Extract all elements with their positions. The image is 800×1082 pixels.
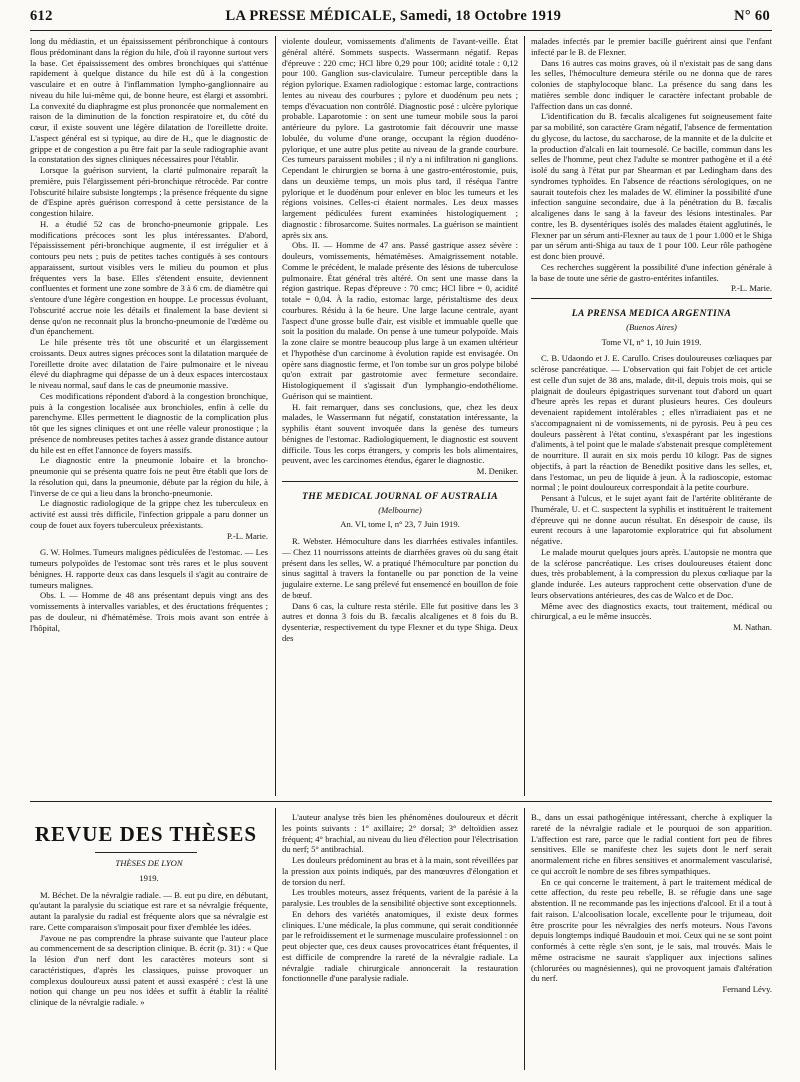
paragraph: H. a étudié 52 cas de broncho-pneumonie grippale. Les modifications précoces sont les plus intéressantes. D'abord, l'épaississement péri-bronchique augmente, il est irrégulier et à contours peu nets ; puis de petites taches contiguës à ses contours apparaissent, surtout visibles vers le milieu du poumon et plus fréquentes vers la base. Elles s'étendent ensuite, deviennent confluentes et forment une zone sombre de 3 à 6 cm. de diamètre qui s'entoure d'une légère congestion en houppe. Le processus évoluant, l'obscurité accrue noie les détails et finalement la base devient si dense qu'on ne reconnait plus la broncho-pneumonie de l'œdème ou d'un épanchement. bbox=[30, 218, 268, 337]
paragraph: Pensant à l'ulcus, et le sujet ayant fait de l'artérite oblitérante de l'humérale, U. et C. suspectent la syphilis et instituèrent le traitement d'épreuve qui ne donne aucun résultat. En désespoir de cause, ils eurent recours à une laparotomie exploratrice qui fut absolument négative. bbox=[531, 493, 772, 546]
paragraph: J'avoue ne pas comprendre la phrase suivante que l'auteur place au commencement de sa description clinique. B. écrit (p. 31) : « Que la lésion d'un nerf dont les caractères moteurs sont si caractéristiques, d'après les classiques, puisse provoquer un complexus douloureux aussi patent et aussi exaspéré : c'est là une notion qui change un peu nos idées et suffit à établir la réalité clinique de la névralgie radiale. » bbox=[30, 932, 268, 1007]
paragraph: Le diagnostic radiologique de la grippe chez les tuberculeux en activité est aussi très difficile, l'infection grippale a paru donner un coup de fouet aux foyers tuberculeux préexistants. bbox=[30, 498, 268, 530]
paragraph: En dehors des variétés anatomiques, il existe deux formes cliniques. L'une médicale, la plus commune, qui serait conditionnée par le refroidissement et le surmenage musculaire professionnel : on peut objecter que, ces deux causes provocatrices étant fréquentes, il est difficile de comprendre la rareté de la névralgie radiale. La névralgie radiale chirurgicale annoncerait la restauration fonctionnelle d'une paralysie radiale. bbox=[282, 908, 518, 984]
signature: M. Nathan. bbox=[733, 622, 772, 632]
signature: P.-L. Marie. bbox=[226, 530, 268, 541]
paragraph: L'auteur analyse très bien les phénomènes douloureux et décrit les points suivants : 1° axillaire; 2° dorsal; 3° deltoïdien assez fréquent; 4° brachial, au niveau du lieu d'élection pour l'électrisation du nerf; 5° antibrachial. bbox=[282, 812, 518, 855]
paragraph: Ces recherches suggèrent la possibilité d'une infection générale à la base de toute une série de gastro-entérites infantiles. bbox=[531, 261, 772, 283]
paragraph: Obs. II. — Homme de 47 ans. Passé gastrique assez sévère : douleurs, vomissements, hématémèses. Amaigrissement notable. Comme le précédent, le malade présente des lésions de tuberculose pulmonaire. État général très altéré. On sent une masse dans la région gastrique. Repas d'épreuve : 70 cmc; HCl libre = 0, acidité totale = 0,04. À la radio, estomac large, péristaltisme des deux courbures. Résidu à la 6e heure. Une large lacune centrale, ayant l'aspect d'une grosse bulle d'air, est visible et immuable quelle que soit la position du malade. On pense à une tumeur polypoïde. Mais la zone claire se montre beaucoup plus large à un examen ultérieur et l'hypothèse d'un carcinome à évolution rapide est envisagée. On opère sans diagnostic ferme, et l'on tombe sur un gros polype bilobé qu'on extrait par gastrotomie avec fermeture secondaire. Histologiquement il s'agissait d'un lymphangio-endothéliome. Guérison qui se maintient. bbox=[282, 240, 518, 401]
section-city: (Buenos Aires) bbox=[626, 321, 677, 332]
column-2 bbox=[282, 36, 518, 644]
section-divider bbox=[531, 298, 772, 299]
paragraph: Dans 6 cas, la culture resta stérile. Elle fut positive dans les 3 autres et donna 3 fois du B. fæcalis alcaligenes et 8 fois du B. dysenteriæ, respectivement du type Flexner et du type Shiga. Deux des bbox=[282, 600, 518, 643]
column-1 bbox=[30, 36, 268, 633]
issue-number: N° 60 bbox=[734, 8, 770, 24]
section-divider bbox=[282, 481, 518, 482]
paragraph: Même avec des diagnostics exacts, tout traitement, médical ou chirurgical, a eu le même insuccès. bbox=[531, 600, 772, 622]
section-title: LA PRENSA MEDICA ARGENTINA bbox=[571, 308, 732, 319]
column-3 bbox=[531, 36, 772, 633]
signature: Fernand Lévy. bbox=[722, 984, 772, 994]
journal-title: LA PRESSE MÉDICALE, Samedi, 18 Octobre 1919 bbox=[225, 8, 562, 24]
paragraph: H. fait remarquer, dans ses conclusions, que, chez les deux malades, le Wassermann fut négatif, constatation intéressante, la syphilis étant souvent invoquée dans la genèse des tumeurs bénignes de l'estomac. Radiologiquement, le diagnostic est souvent difficile. Tous les corps étrangers, y compris les bols alimentaires, peuvent, avec les carcinomes étendus, égarer le diagnostic. bbox=[282, 401, 518, 466]
section-rule bbox=[30, 801, 772, 802]
bottom-column-1 bbox=[30, 858, 268, 1008]
bottom-column-2 bbox=[282, 812, 518, 984]
article-start: R. Webster. Hémoculture dans les diarrhées estivales infantiles. — Chez 11 nourrissons atteints de diarrhées graves où du sang était présent dans les selles, W. a pratiqué l'hémoculture par ponction du sinus sagittal à travers la fontanelle ou par ponction de la veine jugulaire externe. Le sang prélevé fut ensemencé en bouillon de foie de bœuf. bbox=[282, 536, 518, 600]
revue-rule bbox=[95, 852, 197, 853]
page-header bbox=[30, 8, 770, 30]
section-issue: Tome VI, n° 1, 10 Juin 1919. bbox=[601, 336, 702, 347]
article-start: G. W. Holmes. Tumeurs malignes pédiculées de l'estomac. — Les tumeurs polypoïdes de l'estomac sont très rares et le plus souvent bénignes. H. rapporte deux cas dans lesquels il s'agit au contraire de tumeurs malignes. bbox=[30, 547, 268, 590]
paragraph: Les troubles moteurs, assez fréquents, varient de la parésie à la paralysie. Les troubles de la sensibilité objective sont exceptionnels. bbox=[282, 887, 518, 908]
column-rule-4 bbox=[524, 808, 525, 1070]
paragraph: Les douleurs prédominent au bras et à la main, sont réveillées par la pression aux points indiqués, par des manœuvres d'élongation et de torsion du nerf. bbox=[282, 855, 518, 887]
bottom-column-3 bbox=[531, 812, 772, 995]
signature: M. Deniker. bbox=[476, 466, 518, 476]
paragraph: Le diagnostic entre la pneumonie lobaire et la broncho-pneumonie qui se présenta quatre fois ne peut être établi que lors de la résolution qui, dans la pneumonie, débute par la région du hile, à l'inverse de ce qui a lieu dans la broncho-pneumonie. bbox=[30, 455, 268, 498]
revue-year: 1919. bbox=[139, 872, 159, 883]
paragraph: L'identification du B. fæcalis alcaligenes fut soigneusement faite par sa mobilité, son caractère Gram négatif, l'absence de fermentation du glycose, du lactose, du saccharose, de la mannite et de la dulcite et la production d'alcali en lait tournesolé. Ce bacille, commun dans les selles de l'homme, peut chez l'adulte se montrer pathogène et il a été isolé du sang à l'état pur par Shearman et par Ledingham dans des syndromes typhoïdes. En l'absence de réactions sérologiques, on ne saurait toutefois chez les malades de W. éliminer la possibilité d'une infection sanguine secondaire, due à la pénétration du B. fæcalis alcaligenes dans le sang à la faveur des lésions intestinales. Par contre, les B. dysentériques isolés des malades étaient agglutinés, le Flexner par un sérum anti-Flexner au taux de 1 pour 1.000 et le Shiga par un sérum anti-Shiga au taux de 1 pour 100. Leur rôle pathogène est donc bien prouvé. bbox=[531, 111, 772, 261]
section-issue: An. VI, tome I, n° 23, 7 Juin 1919. bbox=[340, 519, 460, 530]
paragraph: Le malade mourut quelques jours après. L'autopsie ne montra que de la sclérose pancréatique. Les crises douloureuses étaient donc dues, très probablement, à la compression du plexus cœliaque par la glande indurée. Les auteurs rapprochent cette observation d'une de leurs observations antérieures, des cas de Walco et de Doc. bbox=[531, 546, 772, 600]
paragraph: Ces modifications répondent d'abord à la congestion bronchique, puis à la congestion localisée aux bronchioles, enfin à celle du parenchyme. Elles permettent le diagnostic de la complication plus tôt que les signes cliniques et ont une réelle valeur pronostique ; la présence de nombreuses petites taches à assez grande distance autour du hile est en effet l'annonce de foyers massifs. bbox=[30, 390, 268, 455]
paragraph: Obs. I. — Homme de 48 ans présentant depuis vingt ans des vomissements à intervalles variables, et des éructations fréquentes ; pas de douleur, ni d'hématémèse. Trois mois avant son entrée à l'hôpital, bbox=[30, 590, 268, 633]
column-rule-3 bbox=[275, 808, 276, 1070]
paragraph: Lorsque la guérison survient, la clarté pulmonaire reparaît la première, puis l'élargissement péri-bronchique rétrocède. Par contre l'obscurité hilaire subsiste longtemps ; la présence fréquente du signe de d'Espine après guérison correspond à cette persistance de la congestion hilaire. bbox=[30, 165, 268, 218]
paragraph: B., dans un essai pathogénique intéressant, cherche à expliquer la rareté de la névralgie radiale et le pourquoi de son apparition. L'affection est rare, parce que le radial contient fort peu de fibres sensitives. Elle se manifeste chez les sujets dont le nerf serait anormalement riche en fibres sensitives et anormalement vascularisé, ce qui accroît le nombre de ses fibres sympathiques. bbox=[531, 812, 772, 876]
paragraph: Le hile présente très tôt une obscurité et un élargissement croissants. Deux autres signes précoces sont la dilatation marquée de l'oreillette droite avec dilatation de l'aire pulmonaire et le niveau élevé du diaphragme qui dépasse de un à deux espaces intercostaux le niveau normal, sauf dans le cas de pneumonie massive. bbox=[30, 337, 268, 390]
section-title: THE MEDICAL JOURNAL OF AUSTRALIA bbox=[301, 490, 498, 502]
revue-subtitle: THÈSES DE LYON bbox=[115, 858, 183, 868]
paragraph: malades infectés par le premier bacille guérirent ainsi que l'enfant infecté par le B. de Flexner. bbox=[531, 36, 772, 57]
revue-title: REVUE DES THÈSES bbox=[34, 822, 258, 846]
article-start: M. Béchet. De la névralgie radiale. — B. eut pu dire, en débutant, qu'autant la paralysie du sciatique est rare et sa névralgie fréquente, autant la paralysie du radial est fréquente alors que sa névralgie est rare. Cette comparaison s'imposait pour fixer d'emblée les idées. bbox=[30, 889, 268, 932]
paragraph: long du médiastin, et un épaississement péribronchique à contours flous prédominant dans la région du hile, d'où il rayonne surtout vers la base. Cet épaississement des ombres bronchiques qui s'atténue rapidement à quelque distance du hile est dû à la congestion vasculaire et en outre à l'inflammation lympho-ganglionnaire au niveau du hile lui-même qui, de bonne heure, est élargi et assombri. La convexité du diaphragme est plus prononcée que normalement en raison de la diminution de la fonction respiratoire et, du côté du cœur, il existe souvent une légère dilatation de l'oreillette droite. L'aspect général est si typique, au dire de H., que le diagnostic de grippe et de congestion a pu être fait par la seule radiographie avant la constatation des signes cliniques nécessaires pour l'établir. bbox=[30, 36, 268, 165]
column-rule-1 bbox=[275, 36, 276, 796]
column-rule-2 bbox=[524, 36, 525, 796]
signature: P.-L. Marie. bbox=[730, 283, 772, 294]
paragraph: En ce qui concerne le traitement, à part le traitement médical de cette affection, du reste peu rebelle, B. se réfugie dans une sage abstention. Il ne recommande pas les injections d'alcool. Et il a tout à fait raison. L'alcoolisation locale, excellente pour le trijumeau, doit être proscrite pour les névralgies des nerfs moteurs. Nous l'avons depuis longtemps indiqué Baudouin et moi. Ceux qui ne se sont point conformés à cette règle s'en sont, je le sais, mal trouvés. Mais le même ostracisme ne saurait s'appliquer aux injections salines (chlorurées ou magnésiennes), qui ne provoquent jamais d'altération du nerf. bbox=[531, 876, 772, 984]
paragraph: violente douleur, vomissements d'aliments de l'avant-veille. État général altéré. Sommets suspects. Wassermann négatif. Repas d'épreuve : 220 cmc; HCl libre 0,29 pour 100; acidité totale : 0,12 pour 100. Ganglion sus-claviculaire. Tumeur perceptible dans la région pylorique. Examen radiologique : estomac large, contractions lentes au niveau des courbures ; pylore et duodénum peu nets ; temps d'évacuation non contrôlé. Diagnostic posé : ulcère pylorique probable. Laparotomie : on sent une tumeur mobile sous la paroi antérieure du pylore. La gastrotomie fait découvrir une masse lobulée, du volume d'une orange, occupant la région duodéno-pylorique, et une autre plus petite au niveau de la grande courbure. Ces tumeurs paraissent mobiles ; il n'y a ni infiltration ni ganglions. Cependant le chirurgien se borna à une gastro-entérostomie, puis, dans un deuxième temps, un mois plus tard, il réséqua l'antre pylorique et le duodénum pour enlever en bloc les tumeurs et les régions voisines. Celles-ci étaient normales. Les deux masses largement pédiculées furent examinées histologiquement ; diagnostic : fibrosarcome. Suites normales. La guérison se maintient après six ans. bbox=[282, 36, 518, 240]
section-city: (Melbourne) bbox=[378, 504, 422, 515]
page-number: 612 bbox=[30, 8, 53, 24]
header-rule bbox=[30, 30, 772, 31]
paragraph: Dans 16 autres cas moins graves, où il n'existait pas de sang dans les selles, l'hémoculture demeura stérile ou ne donna que de rares colonies de staphylocoque blanc. La présence du sang dans les matières semble donc indiquer le caractère infectant probable de l'affection dans un cas donné. bbox=[531, 57, 772, 111]
article-start: C. B. Udaondo et J. E. Carullo. Crises douloureuses cœliaques par sclérose pancréatique. — L'observation qui fait l'objet de cet article est celle d'un sujet de 38 ans, malade, dit-il, depuis trois mois, qui se plaignait de douleurs épigastriques survenant tout d'abord un quart d'heure après les repas et durant plusieurs heures. Ces douleurs devenaient rapidement intolérables ; elles n'irradiaient pas et ne s'accompagnaient ni de vomissements, ni de pyrosis. Peu à peu ces douleurs passèrent à l'état continu, s'exaspérant par les ingestions d'aliments, à tel point que le malade s'abstenait presque complètement de nourriture. Il aurait en six mois perdu 10 kilogr. Pas de signes objectifs, à part la réaction de Benedikt positive dans les selles, et, dans l'estomac, un peu de liquide à jeun. À la radioscopie, estomac normal ; le point douloureux correspondait à la petite courbure. bbox=[531, 353, 772, 493]
